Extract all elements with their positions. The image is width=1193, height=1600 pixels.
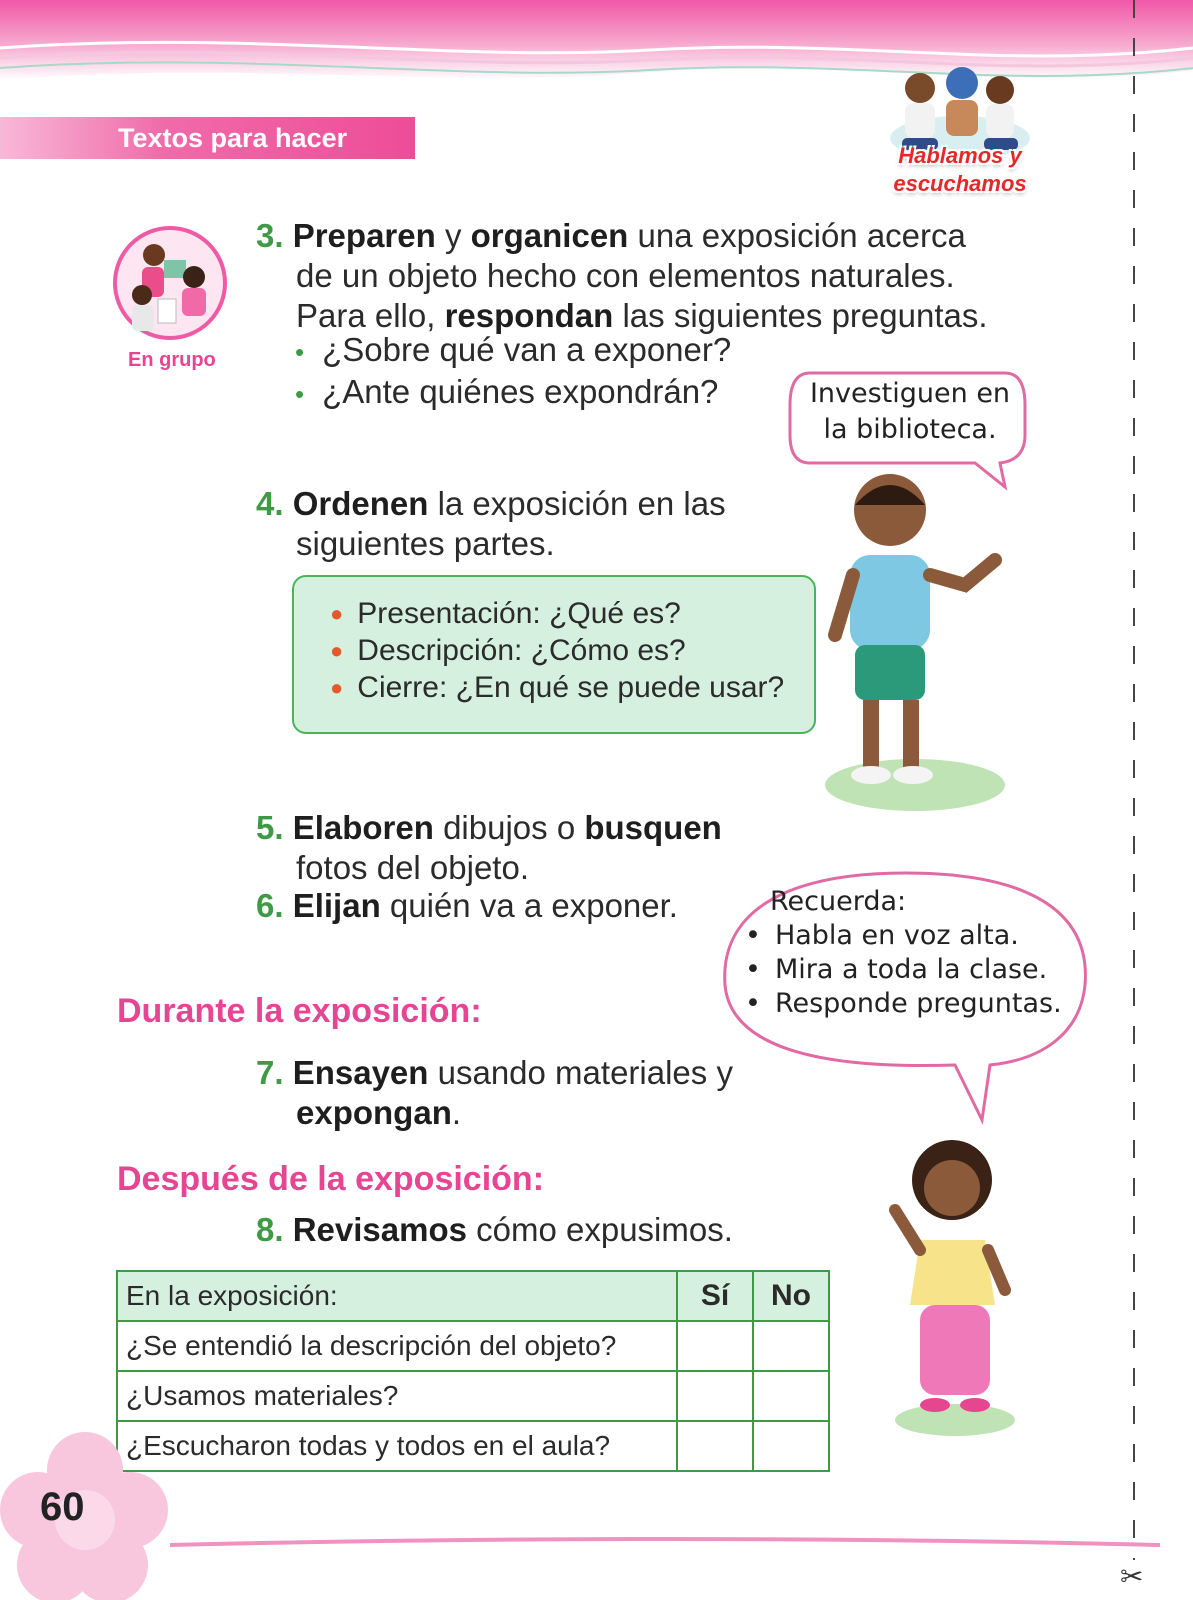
text: de un objeto hecho con elementos naturales. xyxy=(296,257,955,294)
bold-verb: respondan xyxy=(444,297,614,334)
item-7: 7. Ensayen usando materiales y expongan. xyxy=(256,1054,733,1131)
item-6: 6. Elijan quién va a exponer. xyxy=(256,887,678,924)
text: las siguientes preguntas. xyxy=(613,297,988,334)
cut-line xyxy=(1133,0,1135,1560)
badge-label xyxy=(880,142,1040,198)
page-number: 60 xyxy=(40,1485,85,1529)
badge-line-2: escuchamos xyxy=(893,171,1027,196)
scissors-icon: ✂ xyxy=(1120,1561,1144,1592)
group-label: En grupo xyxy=(128,349,216,371)
question-cell: ¿Escucharon todas y todos en el aula? xyxy=(117,1421,677,1471)
question-cell: ¿Usamos materiales? xyxy=(117,1371,677,1421)
text: una exposición acerca xyxy=(628,217,966,254)
girl-illustration xyxy=(880,1130,1030,1440)
table-row xyxy=(117,1321,829,1371)
list-item: • Habla en voz alta. xyxy=(745,920,1019,951)
bold-verb: Ensayen xyxy=(292,1054,429,1091)
yes-checkbox-cell[interactable] xyxy=(677,1321,753,1371)
item-4: 4. Ordenen la exposición en las siguientes partes. xyxy=(256,485,726,562)
heading-despues: Después de la exposición: xyxy=(117,1160,545,1198)
bold-verb: organicen xyxy=(470,217,629,254)
table-header-row xyxy=(117,1271,829,1321)
no-checkbox-cell[interactable] xyxy=(753,1321,829,1371)
item-number: 6. xyxy=(256,887,284,924)
list-item: • ¿Sobre qué van a exponer? xyxy=(295,331,732,368)
item-number: 3. xyxy=(256,217,284,254)
item-8: 8. Revisamos cómo expusimos. xyxy=(256,1211,733,1248)
item-number: 5. xyxy=(256,809,284,846)
yes-checkbox-cell[interactable] xyxy=(677,1421,753,1471)
bold-verb: Ordenen xyxy=(292,485,429,522)
list-item: • Responde preguntas. xyxy=(745,988,1062,1019)
section-tab xyxy=(0,117,415,159)
section-title: Textos para hacer xyxy=(118,123,348,153)
item-number: 4. xyxy=(256,485,284,522)
footer-line xyxy=(170,1535,1160,1553)
item-number: 7. xyxy=(256,1054,284,1091)
question-cell: ¿Se entendió la descripción del objeto? xyxy=(117,1321,677,1371)
list-item: ● Cierre: ¿En qué se puede usar? xyxy=(330,671,785,704)
list-item: ● Descripción: ¿Cómo es? xyxy=(330,634,686,667)
badge-line-1: Hablamos y xyxy=(898,143,1022,168)
table-row xyxy=(117,1371,829,1421)
column-header-yes: Sí xyxy=(677,1271,753,1321)
parts-list xyxy=(330,596,784,707)
bold-verb: Preparen xyxy=(292,217,436,254)
column-header-no: No xyxy=(753,1271,829,1321)
group-work-icon xyxy=(112,225,228,341)
boy-illustration xyxy=(815,465,1015,820)
bold-verb: busquen xyxy=(584,809,722,846)
text: y xyxy=(435,217,471,254)
item-number: 8. xyxy=(256,1211,284,1248)
bold-verb: Revisamos xyxy=(292,1211,467,1248)
speech-bubble-text: Recuerda: • Habla en voz alta. • Mira a toda la clase. • Responde preguntas. xyxy=(745,886,1062,1019)
no-checkbox-cell[interactable] xyxy=(753,1421,829,1471)
item-3-bullets xyxy=(295,330,731,414)
bold-verb: expongan xyxy=(296,1094,452,1131)
yes-checkbox-cell[interactable] xyxy=(677,1371,753,1421)
bold-verb: Elijan xyxy=(292,887,381,924)
self-assessment-table xyxy=(116,1270,830,1472)
list-item: • ¿Ante quiénes expondrán? xyxy=(295,373,719,410)
no-checkbox-cell[interactable] xyxy=(753,1371,829,1421)
column-header: En la exposición: xyxy=(117,1271,677,1321)
table-row xyxy=(117,1421,829,1471)
list-item: • Mira a toda la clase. xyxy=(745,954,1048,985)
bold-verb: Elaboren xyxy=(292,809,434,846)
text: Para ello, xyxy=(296,297,445,334)
list-item: ● Presentación: ¿Qué es? xyxy=(330,597,681,630)
speech-bubble-text: Investiguen en la biblioteca. xyxy=(809,378,1011,445)
heading-durante: Durante la exposición: xyxy=(117,992,482,1030)
item-5: 5. Elaboren dibujos o busquen fotos del objeto. xyxy=(256,809,722,886)
flower-icon xyxy=(0,1430,170,1600)
item-3 xyxy=(256,216,1056,336)
